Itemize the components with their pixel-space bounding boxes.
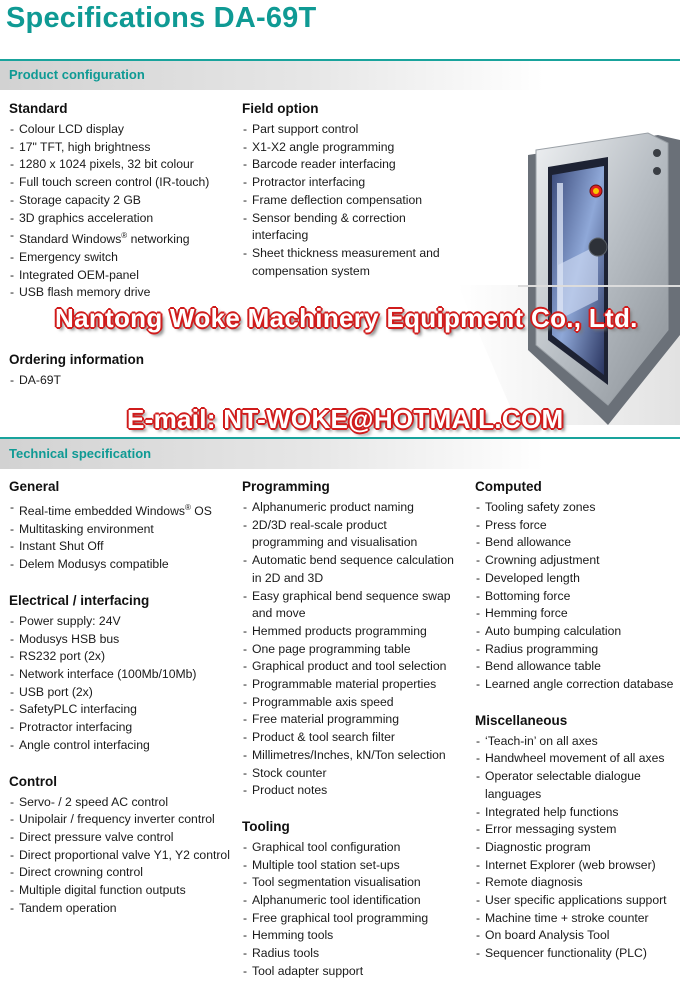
section-title: Technical specification (9, 446, 152, 461)
section-divider (0, 59, 680, 61)
tech-column-3 (475, 478, 680, 981)
list-item: - Tandem operation (9, 900, 239, 918)
list-item: - Sheet thickness measurement and compensation system (242, 245, 462, 280)
list-item: - USB flash memory drive (9, 284, 241, 302)
list-item: - Part support control (242, 121, 462, 139)
tech-column-1 (9, 478, 239, 935)
list-item: - Alphanumeric tool identification (242, 892, 457, 910)
list-item: - DA-69T (9, 372, 241, 390)
list-item: - Remote diagnosis (475, 874, 680, 892)
list-item: - Multiple digital function outputs (9, 882, 239, 900)
section-title: Product configuration (9, 67, 145, 82)
list-item: - Protractor interfacing (9, 719, 239, 737)
list-item: - Standard Windows® networking (9, 227, 241, 249)
list-item: - Direct proportional valve Y1, Y2 control (9, 847, 239, 865)
list-item: - Free graphical tool programming (242, 910, 457, 928)
list-item: - On board Analysis Tool (475, 927, 680, 945)
control-heading: Control (9, 773, 57, 789)
ordering-section (9, 351, 241, 408)
list-item: - SafetyPLC interfacing (9, 701, 239, 719)
list-item: - Frame deflection compensation (242, 192, 462, 210)
list-item: - Operator selectable dialogue languages (475, 768, 680, 803)
ordering-list (9, 372, 241, 390)
list-item: - Real-time embedded Windows® OS (9, 499, 239, 521)
section-header-technical-specification (0, 439, 680, 469)
list-item: - Tool adapter support (242, 963, 457, 981)
list-item: - Crowning adjustment (475, 552, 680, 570)
list-item: - Servo- / 2 speed AC control (9, 794, 239, 812)
company-watermark: Nantong Woke Machinery Equipment Co., Ltd. (55, 303, 638, 333)
section-divider (0, 437, 680, 439)
list-item: - 2D/3D real-scale product programming and visualisation (242, 517, 457, 552)
list-item: - Bend allowance table (475, 658, 680, 676)
list-item: - Full touch screen control (IR-touch) (9, 174, 241, 192)
list-item: - Graphical product and tool selection (242, 658, 457, 676)
electrical-heading: Electrical / interfacing (9, 592, 150, 608)
list-item: - Unipolair / frequency inverter control (9, 811, 239, 829)
list-item: - 1280 x 1024 pixels, 32 bit colour (9, 156, 241, 174)
list-item: - Product & tool search filter (242, 729, 457, 747)
list-item: - Hemmed products programming (242, 623, 457, 641)
list-item: - Automatic bend sequence calculation in 2D and 3D (242, 552, 457, 587)
field-option-heading: Field option (242, 101, 319, 116)
list-item: - Network interface (100Mb/10Mb) (9, 666, 239, 684)
list-item: - Alphanumeric product naming (242, 499, 457, 517)
list-item: - Bend allowance (475, 534, 680, 552)
list-item: - Storage capacity 2 GB (9, 192, 241, 210)
list-item: - Stock counter (242, 765, 457, 783)
tooling-heading: Tooling (242, 818, 290, 834)
tooling-list (242, 839, 457, 981)
list-item: - Multiple tool station set-ups (242, 857, 457, 875)
list-item: - Radius tools (242, 945, 457, 963)
computed-list (475, 499, 680, 694)
list-item: - Press force (475, 517, 680, 535)
list-item: - Direct pressure valve control (9, 829, 239, 847)
list-item: - Integrated OEM-panel (9, 267, 241, 285)
list-item: - Tooling safety zones (475, 499, 680, 517)
programming-heading: Programming (242, 479, 330, 494)
list-item: - Easy graphical bend sequence swap and move (242, 588, 457, 623)
tech-column-2 (242, 478, 457, 999)
list-item: - Instant Shut Off (9, 538, 239, 556)
list-item: - One page programming table (242, 641, 457, 659)
list-item: - Colour LCD display (9, 121, 241, 139)
list-item: - Modusys HSB bus (9, 631, 239, 649)
list-item: - 3D graphics acceleration (9, 210, 241, 228)
list-item: - Radius programming (475, 641, 680, 659)
field-option-section (242, 100, 462, 298)
list-item: - Hemming force (475, 605, 680, 623)
miscellaneous-list (475, 733, 680, 963)
standard-section (9, 100, 241, 320)
section-header-product-configuration (0, 60, 680, 90)
list-item: - Sensor bending & correction interfacing (242, 210, 462, 245)
list-item: - Programmable material properties (242, 676, 457, 694)
list-item: - Graphical tool configuration (242, 839, 457, 857)
list-item: - Angle control interfacing (9, 737, 239, 755)
list-item: - Multitasking environment (9, 521, 239, 539)
list-item: - Diagnostic program (475, 839, 680, 857)
list-item: - Tool segmentation visualisation (242, 874, 457, 892)
list-item: - RS232 port (2x) (9, 648, 239, 666)
list-item: - Product notes (242, 782, 457, 800)
miscellaneous-heading: Miscellaneous (475, 712, 568, 728)
list-item: - Free material programming (242, 711, 457, 729)
list-item: - Emergency switch (9, 249, 241, 267)
list-item: - 17" TFT, high brightness (9, 139, 241, 157)
list-item: - Machine time + stroke counter (475, 910, 680, 928)
list-item: - Developed length (475, 570, 680, 588)
computed-heading: Computed (475, 479, 542, 494)
general-list (9, 499, 239, 574)
list-item: - Integrated help functions (475, 804, 680, 822)
list-item: - USB port (2x) (9, 684, 239, 702)
list-item: - Programmable axis speed (242, 694, 457, 712)
list-item: - Protractor interfacing (242, 174, 462, 192)
list-item: - Error messaging system (475, 821, 680, 839)
list-item: - Direct crowning control (9, 864, 239, 882)
controller-panel-image (458, 95, 680, 425)
electrical-list (9, 613, 239, 755)
list-item: - Delem Modusys compatible (9, 556, 239, 574)
list-item: - Hemming tools (242, 927, 457, 945)
list-item: - Sequencer functionality (PLC) (475, 945, 680, 963)
list-item: - Internet Explorer (web browser) (475, 857, 680, 875)
field-option-list (242, 121, 462, 280)
list-item: - Bottoming force (475, 588, 680, 606)
general-heading: General (9, 479, 60, 494)
ordering-heading: Ordering information (9, 352, 144, 367)
page-title: Specifications DA-69T (6, 2, 317, 34)
control-list (9, 794, 239, 918)
list-item: - Barcode reader interfacing (242, 156, 462, 174)
standard-list (9, 121, 241, 302)
standard-heading: Standard (9, 101, 68, 116)
list-item: - Learned angle correction database (475, 676, 680, 694)
list-item: - Power supply: 24V (9, 613, 239, 631)
list-item: - Handwheel movement of all axes (475, 750, 680, 768)
list-item: - ‘Teach-in’ on all axes (475, 733, 680, 751)
programming-list (242, 499, 457, 800)
list-item: - X1-X2 angle programming (242, 139, 462, 157)
list-item: - User specific applications support (475, 892, 680, 910)
list-item: - Millimetres/Inches, kN/Ton selection (242, 747, 457, 765)
email-watermark: E-mail: NT-WOKE@HOTMAIL.COM (127, 404, 564, 434)
list-item: - Auto bumping calculation (475, 623, 680, 641)
